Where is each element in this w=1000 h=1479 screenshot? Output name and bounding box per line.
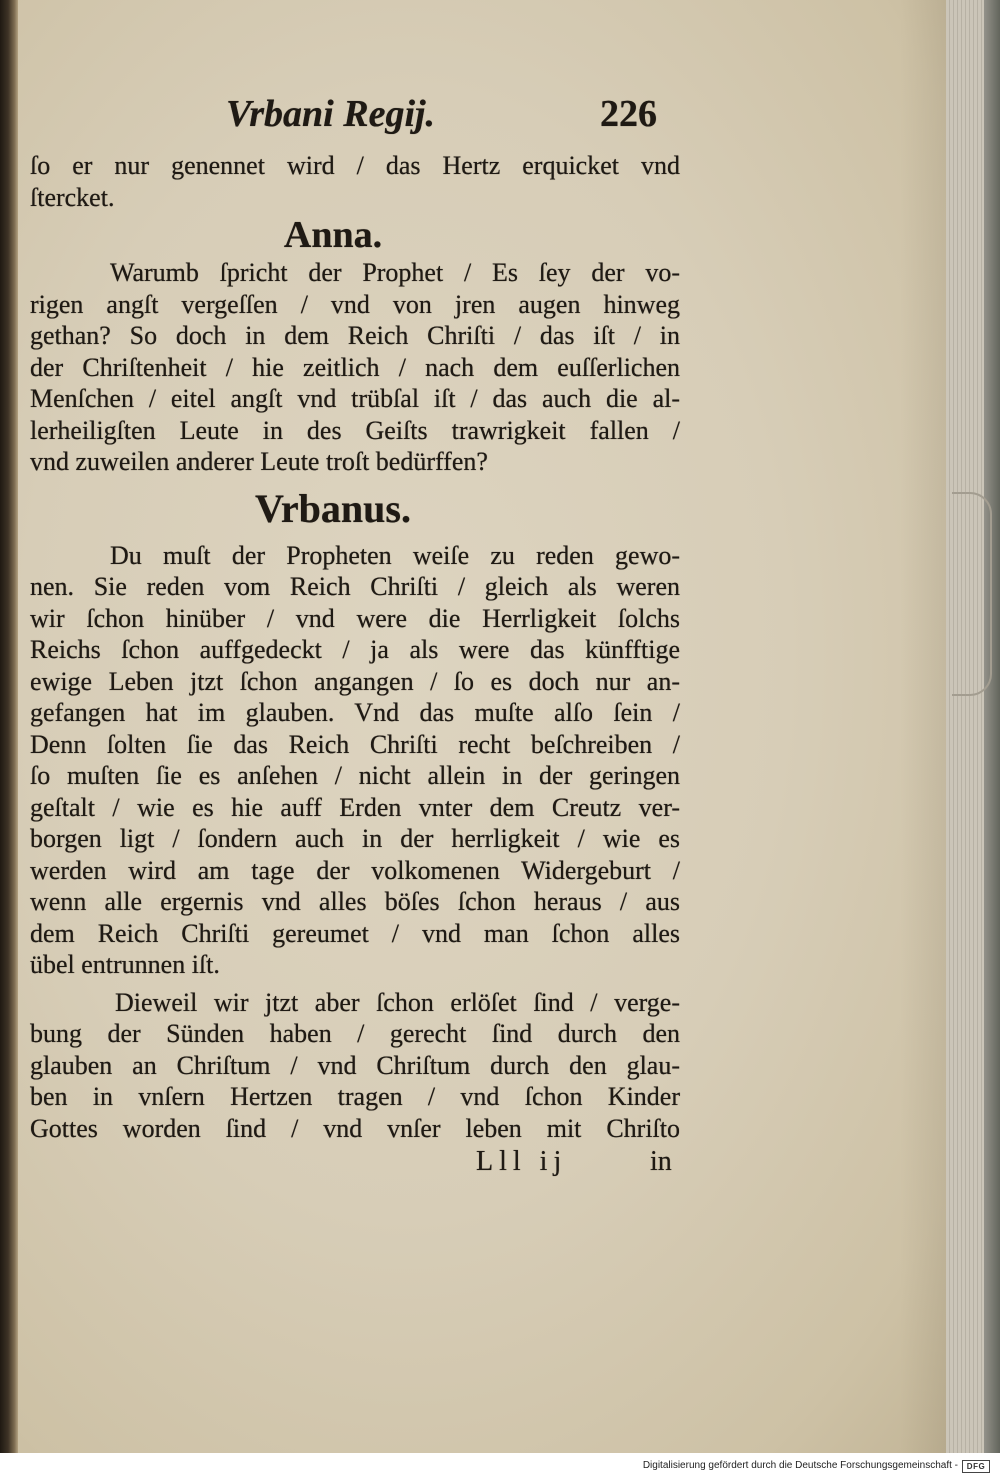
text-line: Warumb ſpricht der Prophet / Es ſey der vo- bbox=[110, 258, 680, 287]
page-fold-curve bbox=[952, 492, 992, 696]
speaker-heading: Vrbanus. bbox=[255, 485, 411, 531]
text-line: ſtercket. bbox=[30, 182, 115, 212]
text-line: lerheiligſten Leute in des Geiſts trawrigkeit fallen / bbox=[30, 415, 680, 445]
text-line: rigen angſt vergeſſen / vnd von jren augen hinweg bbox=[30, 289, 680, 319]
speaker-heading: Anna. bbox=[283, 214, 383, 256]
text-line: Menſchen / eitel angſt vnd trübſal iſt / das auch die al- bbox=[30, 384, 680, 413]
text-line: dem Reich Chriſti gereumet / vnd man ſchon alles bbox=[30, 918, 680, 948]
footer-bar bbox=[0, 1453, 1000, 1479]
signature-mark: Lll ij bbox=[476, 1146, 568, 1177]
text-line: werden wird am tage der volkomenen Widergeburt / bbox=[30, 855, 680, 885]
text-line: vnd zuweilen anderer Leute troſt bedürffen? bbox=[30, 447, 488, 476]
text-line: wenn alle ergernis vnd alles böſes ſchon heraus / aus bbox=[30, 887, 680, 916]
funding-credit: Digitalisierung gefördert durch die Deutsche Forschungsgemeinschaft - bbox=[642, 1460, 958, 1471]
text-line: Denn ſolten ſie das Reich Chriſti recht beſchreiben / bbox=[30, 729, 680, 759]
text-line: der Chriſtenheit / hie zeitlich / nach dem euſſerlichen bbox=[30, 352, 680, 382]
page-edge-shadow bbox=[900, 0, 948, 1453]
text-line: ben in vnſern Hertzen tragen / vnd ſchon Kinder bbox=[30, 1082, 680, 1111]
dfg-logo-icon: DFG bbox=[962, 1460, 990, 1473]
text-line: übel entrunnen iſt. bbox=[30, 950, 220, 979]
text-line: glauben an Chriſtum / vnd Chriſtum durch den glau- bbox=[30, 1050, 680, 1080]
text-line: bung der Sünden haben / gerecht ſind durch den bbox=[30, 1019, 680, 1048]
text-line: ewige Leben jtzt ſchon angangen / ſo es doch nur an- bbox=[30, 666, 680, 696]
book-gutter bbox=[0, 0, 18, 1453]
book-cover-edge bbox=[984, 0, 1000, 1453]
page-stack-edge bbox=[946, 0, 984, 1453]
page-number: 226 bbox=[600, 93, 657, 135]
text-line: Gottes worden ſind / vnd vnſer leben mit Chriſto bbox=[30, 1113, 680, 1143]
catchword: in bbox=[650, 1146, 672, 1177]
text-line: ſo er nur genennet wird / das Hertz erquicket vnd bbox=[30, 151, 680, 180]
text-line: gethan? So doch in dem Reich Chriſti / das iſt / in bbox=[30, 321, 680, 350]
running-head: Vrbani Regij. bbox=[226, 93, 436, 135]
text-line: Du muſt der Propheten weiſe zu reden gewo- bbox=[110, 540, 680, 570]
text-block bbox=[30, 150, 680, 1144]
text-line: borgen ligt / ſondern auch in der herrligkeit / wie es bbox=[30, 824, 680, 853]
text-line: nen. Sie reden vom Reich Chriſti / gleich als weren bbox=[30, 572, 680, 601]
text-line: gefangen hat im glauben. Vnd das muſte alſo ſein / bbox=[30, 698, 680, 727]
text-line: geſtalt / wie es hie auff Erden vnter dem Creutz ver- bbox=[30, 792, 680, 822]
text-line: Dieweil wir jtzt aber ſchon erlöſet ſind / verge- bbox=[115, 987, 680, 1017]
text-line: ſo muſten ſie es anſehen / nicht allein in der geringen bbox=[30, 761, 680, 790]
text-line: wir ſchon hinüber / vnd were die Herrligkeit ſolchs bbox=[30, 603, 680, 633]
text-line: Reichs ſchon auffgedeckt / ja als were das künfftige bbox=[30, 635, 680, 664]
